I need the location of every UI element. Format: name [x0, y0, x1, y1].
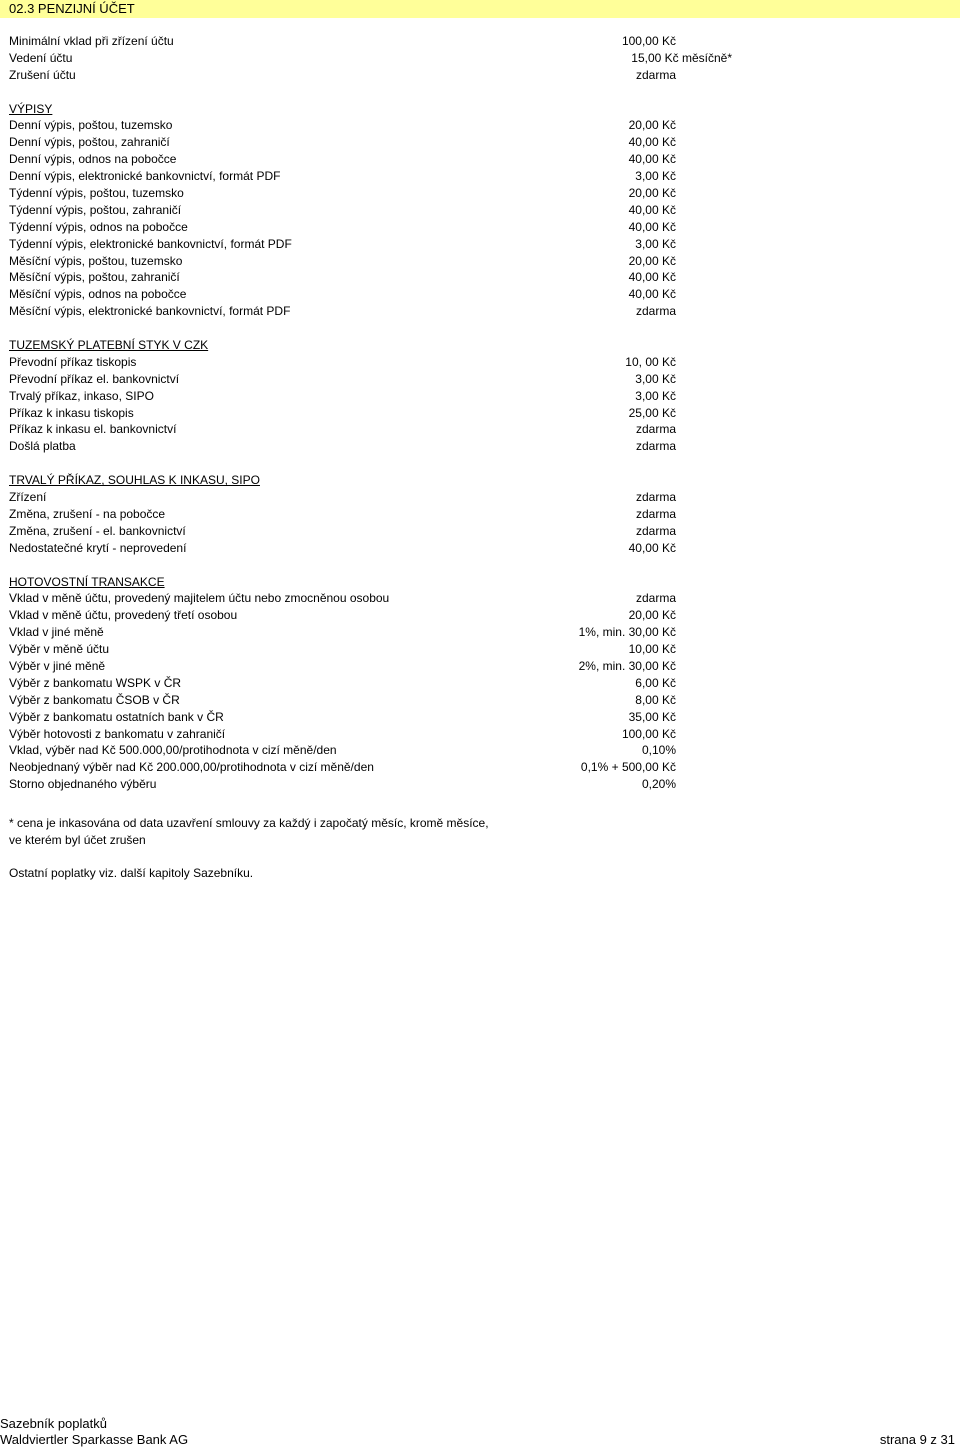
table-row	[0, 202, 960, 219]
section-heading: TUZEMSKÝ PLATEBNÍ STYK V CZK	[9, 338, 209, 353]
table-row	[0, 759, 960, 776]
row-value: 25,00 Kč	[628, 405, 676, 420]
section-heading: HOTOVOSTNÍ TRANSAKCE	[9, 574, 165, 589]
table-row	[0, 219, 960, 236]
row-label: Měsíční výpis, odnos na pobočce	[9, 287, 187, 302]
row-value: 100,00 Kč	[621, 34, 676, 48]
section-heading-trvaly	[0, 472, 960, 489]
row-label: Týdenní výpis, elektronické bankovnictví, formát PDF	[9, 236, 292, 251]
table-row	[0, 658, 960, 675]
footer-bank-name: Waldviertler Sparkasse Bank AG	[0, 1432, 189, 1447]
row-value: 3,00 Kč	[635, 371, 676, 386]
row-label: Změna, zrušení - el. bankovnictví	[9, 523, 186, 538]
page-number: strana 9 z 31	[879, 1432, 955, 1447]
row-label: Vedení účtu	[9, 50, 73, 65]
row-value: 0,20%	[641, 777, 676, 792]
row-label: Trvalý příkaz, inkaso, SIPO	[9, 388, 154, 403]
section-heading-hotovostni	[0, 574, 960, 591]
row-value: 40,00 Kč	[628, 287, 676, 302]
row-value: 2%, min. 30,00 Kč	[578, 658, 676, 673]
table-row	[0, 371, 960, 388]
table-row	[0, 726, 960, 743]
table-row	[0, 354, 960, 371]
section-heading: VÝPISY	[9, 101, 53, 116]
row-value: zdarma	[635, 67, 676, 82]
row-label: Došlá platba	[9, 439, 76, 454]
row-value: zdarma	[635, 523, 676, 538]
row-label: Zrušení účtu	[9, 67, 76, 82]
table-row	[0, 388, 960, 405]
footer-title: Sazebník poplatků	[0, 1416, 107, 1431]
other-fees-note: Ostatní poplatky viz. další kapitoly Sazebníku.	[9, 866, 254, 880]
row-value: 10,00 Kč	[628, 642, 676, 657]
row-label: Storno objednaného výběru	[9, 777, 157, 792]
section-heading: TRVALÝ PŘÍKAZ, SOUHLAS K INKASU, SIPO	[9, 473, 260, 488]
table-row	[0, 185, 960, 202]
row-value: zdarma	[635, 506, 676, 521]
row-value: zdarma	[635, 490, 676, 505]
table-row	[0, 438, 960, 455]
page-title: 02.3 PENZIJNÍ ÚČET	[9, 1, 135, 16]
table-row	[0, 624, 960, 641]
table-row	[0, 540, 960, 557]
row-value: zdarma	[635, 304, 676, 319]
table-row	[0, 641, 960, 658]
row-value: 8,00 Kč	[635, 692, 676, 707]
row-value: 20,00 Kč	[628, 253, 676, 268]
row-label: Změna, zrušení - na pobočce	[9, 506, 166, 521]
table-row	[0, 50, 960, 67]
table-row	[0, 117, 960, 134]
footnote-line-1: * cena je inkasována od data uzavření smlouvy za každý i započatý měsíc, kromě měsíce,	[9, 816, 489, 830]
section-heading-tuzemsky	[0, 337, 960, 354]
table-row	[0, 405, 960, 422]
row-value: 40,00 Kč	[628, 152, 676, 167]
table-row	[0, 286, 960, 303]
row-value: 10, 00 Kč	[625, 354, 676, 369]
table-row	[0, 523, 960, 540]
row-value: 3,00 Kč	[635, 169, 676, 184]
section-heading-vypisy	[0, 101, 960, 118]
row-label: Týdenní výpis, poštou, zahraničí	[9, 202, 182, 217]
row-label: Měsíční výpis, poštou, zahraničí	[9, 270, 180, 285]
row-label: Nedostatečné krytí - neprovedení	[9, 540, 187, 555]
row-label: Minimální vklad při zřízení účtu	[9, 34, 174, 48]
row-value: 40,00 Kč	[628, 540, 676, 555]
row-label: Vklad v měně účtu, provedený majitelem účtu nebo zmocněnou osobou	[9, 591, 390, 606]
table-row	[0, 33, 960, 50]
row-value: 0,1% + 500,00 Kč	[580, 760, 676, 775]
footnote-line-2: ve kterém byl účet zrušen	[9, 833, 146, 847]
table-row	[0, 742, 960, 759]
row-value: 100,00 Kč	[621, 726, 676, 741]
table-row	[0, 253, 960, 270]
row-label: Převodní příkaz tiskopis	[9, 354, 137, 369]
row-label: Výběr hotovosti z bankomatu v zahraničí	[9, 726, 226, 741]
row-value: 3,00 Kč	[635, 236, 676, 251]
table-row	[0, 506, 960, 523]
row-value: zdarma	[635, 591, 676, 606]
row-value: 15,00 Kč měsíčně*	[631, 50, 732, 65]
row-value: 0,10%	[641, 743, 676, 758]
row-label: Týdenní výpis, odnos na pobočce	[9, 219, 188, 234]
table-row	[0, 421, 960, 438]
row-label: Denní výpis, elektronické bankovnictví, formát PDF	[9, 169, 281, 184]
row-label: Příkaz k inkasu tiskopis	[9, 405, 134, 420]
table-row	[0, 269, 960, 286]
row-label: Vklad, výběr nad Kč 500.000,00/protihodnota v cizí měně/den	[9, 743, 337, 758]
row-label: Zřízení	[9, 490, 47, 505]
table-row	[0, 590, 960, 607]
table-row	[0, 776, 960, 793]
row-label: Měsíční výpis, poštou, tuzemsko	[9, 253, 183, 268]
table-row	[0, 709, 960, 726]
row-value: 1%, min. 30,00 Kč	[578, 625, 676, 640]
row-label: Vklad v měně účtu, provedený třetí osobou	[9, 608, 238, 623]
row-label: Denní výpis, odnos na pobočce	[9, 152, 177, 167]
header-bar	[0, 0, 960, 18]
row-label: Denní výpis, poštou, tuzemsko	[9, 118, 173, 133]
table-row	[0, 67, 960, 84]
row-label: Týdenní výpis, poštou, tuzemsko	[9, 186, 184, 201]
row-label: Vklad v jiné měně	[9, 625, 104, 640]
row-label: Výběr z bankomatu WSPK v ČR	[9, 675, 182, 690]
row-value: 40,00 Kč	[628, 202, 676, 217]
row-value: zdarma	[635, 439, 676, 454]
table-row	[0, 151, 960, 168]
row-label: Výběr v měně účtu	[9, 642, 110, 657]
row-value: 40,00 Kč	[628, 135, 676, 150]
row-value: 20,00 Kč	[628, 608, 676, 623]
row-value: 40,00 Kč	[628, 270, 676, 285]
row-value: zdarma	[635, 422, 676, 437]
table-row	[0, 303, 960, 320]
row-label: Výběr z bankomatu ostatních bank v ČR	[9, 709, 224, 724]
row-label: Převodní příkaz el. bankovnictví	[9, 371, 180, 386]
row-value: 20,00 Kč	[628, 118, 676, 133]
table-row	[0, 692, 960, 709]
row-value: 6,00 Kč	[635, 675, 676, 690]
table-row	[0, 168, 960, 185]
fee-table	[0, 33, 960, 793]
table-row	[0, 675, 960, 692]
table-row	[0, 134, 960, 151]
row-label: Výběr v jiné měně	[9, 658, 106, 673]
row-label: Denní výpis, poštou, zahraničí	[9, 135, 170, 150]
row-label: Měsíční výpis, elektronické bankovnictví, formát PDF	[9, 304, 291, 319]
row-value: 40,00 Kč	[628, 219, 676, 234]
table-row	[0, 607, 960, 624]
table-row	[0, 236, 960, 253]
row-label: Příkaz k inkasu el. bankovnictví	[9, 422, 177, 437]
row-value: 20,00 Kč	[628, 186, 676, 201]
row-label: Neobjednaný výběr nad Kč 200.000,00/protihodnota v cizí měně/den	[9, 760, 374, 775]
row-label: Výběr z bankomatu ČSOB v ČR	[9, 692, 180, 707]
table-row	[0, 489, 960, 506]
row-value: 3,00 Kč	[635, 388, 676, 403]
row-value: 35,00 Kč	[628, 709, 676, 724]
